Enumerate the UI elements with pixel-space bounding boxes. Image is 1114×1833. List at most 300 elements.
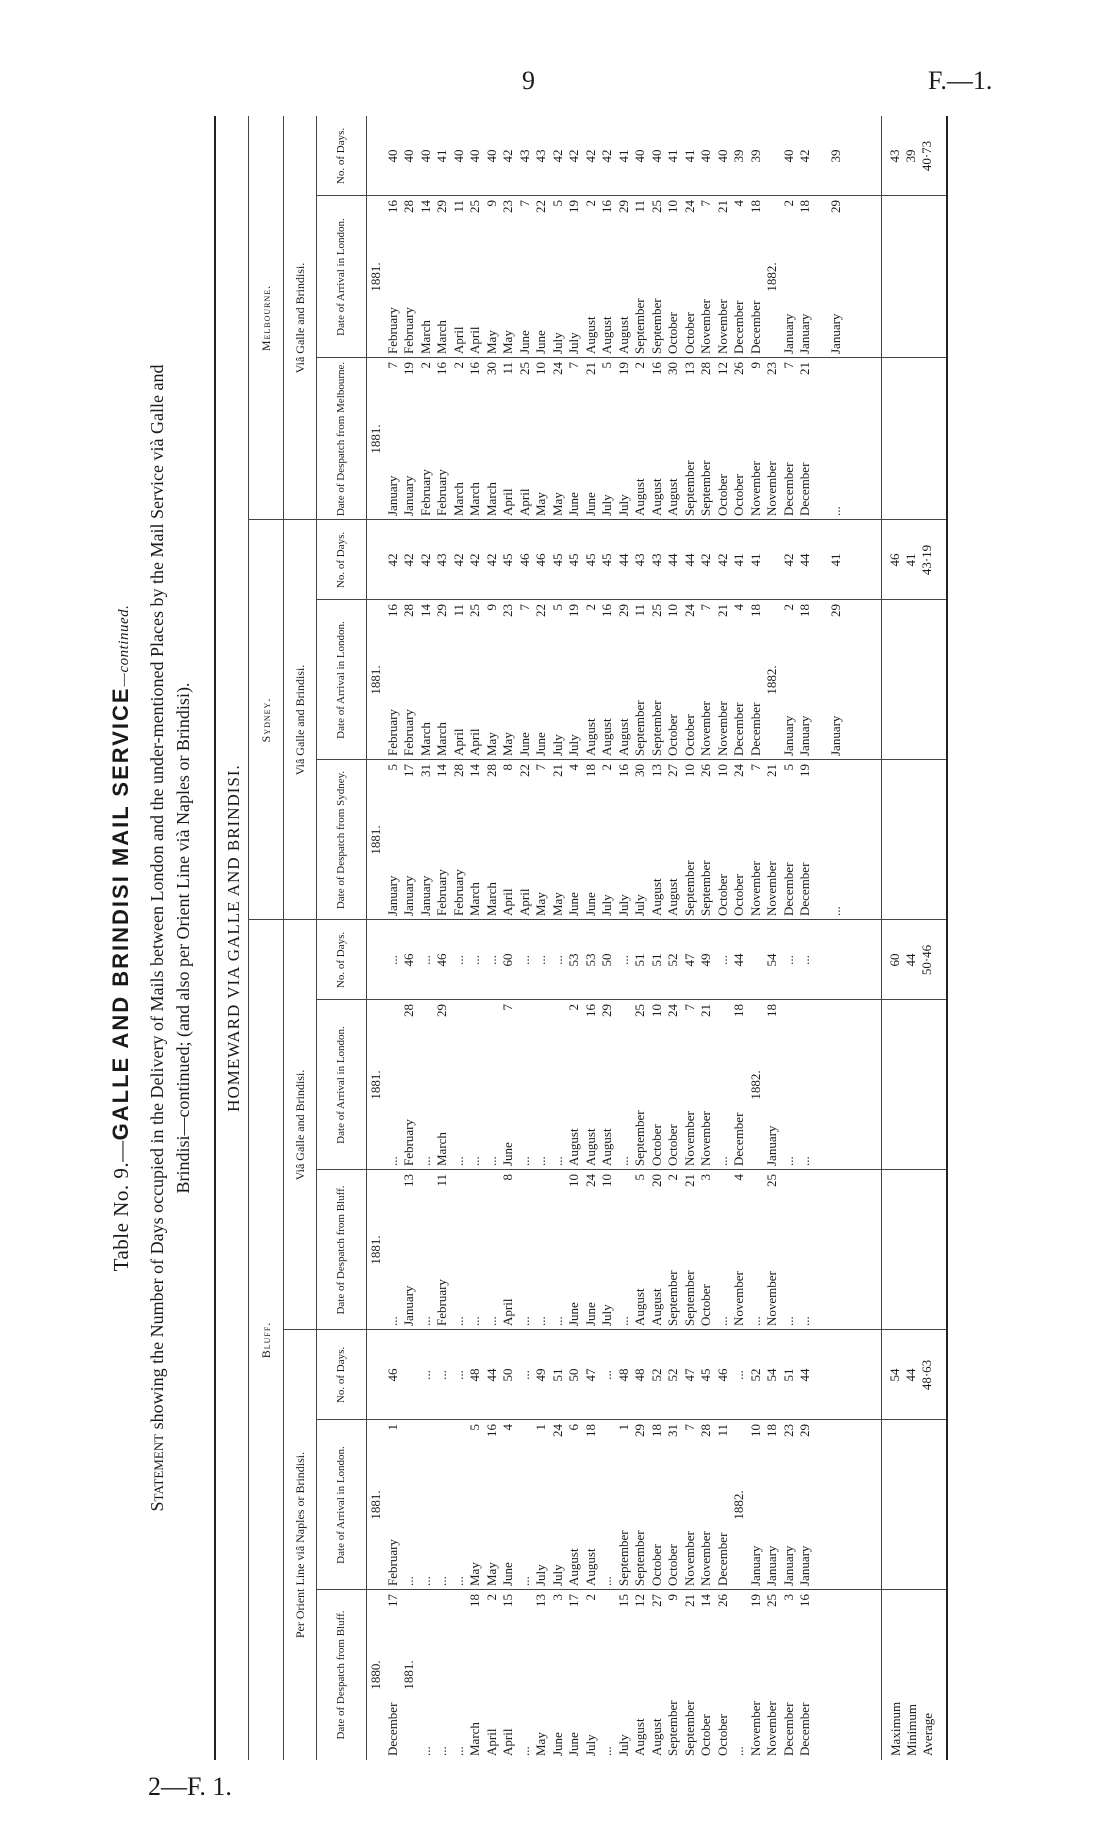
day-value: 19 [401, 362, 416, 375]
month-value: February [450, 869, 466, 916]
month-value: July [615, 894, 631, 916]
table-cell [566, 1000, 581, 1170]
day-value: 1 [615, 1424, 631, 1431]
table-cell [797, 1170, 812, 1330]
days-value: 41 [731, 553, 746, 567]
day-value: 29 [615, 604, 631, 617]
table-cell [517, 1590, 532, 1760]
table-cell [368, 116, 383, 196]
month-value: November [764, 1701, 779, 1756]
table-cell [731, 920, 746, 1000]
days-value: 44 [797, 553, 812, 567]
month-value: December [780, 862, 796, 916]
month-value: ... [516, 1156, 532, 1166]
month-value: September [681, 1270, 697, 1326]
month-value: August [665, 878, 680, 916]
table-cell [649, 1420, 664, 1590]
month-value: ... [450, 1316, 466, 1326]
day-value: 14 [698, 1594, 713, 1607]
month-value: April [483, 1728, 499, 1756]
day-value: 20 [648, 1174, 664, 1187]
section-sydney: Sydney. [249, 520, 284, 920]
month-value: August [615, 718, 631, 756]
month-value: ... [467, 1316, 482, 1326]
day-value: 25 [632, 1004, 647, 1017]
day-value: 10 [566, 1174, 581, 1187]
month-value: July [549, 1564, 565, 1586]
col-days-melbourne: No. of Days. [317, 116, 367, 196]
table-cell [451, 920, 466, 1000]
day-value: 28 [698, 362, 713, 375]
day-value: 9 [483, 604, 499, 611]
table-cell [781, 1420, 796, 1590]
table-cell [649, 600, 664, 760]
table-cell [649, 1330, 664, 1420]
day-value: 24 [549, 1424, 565, 1437]
days-value: 46 [714, 1368, 730, 1382]
day-value: 5 [549, 200, 565, 207]
month-value: July [599, 1304, 614, 1326]
month-value: ... [731, 1746, 746, 1756]
days-value: 42 [698, 553, 713, 567]
day-value: 29 [632, 1424, 647, 1437]
day-value: 3 [780, 1594, 796, 1601]
table-cell [764, 358, 779, 520]
month-value: July [533, 1564, 548, 1586]
month-value: May [483, 732, 499, 756]
table-cell [632, 600, 647, 760]
days-value: 42 [582, 149, 598, 163]
day-value: 23 [764, 362, 779, 375]
day-value: 21 [582, 362, 598, 375]
month-value: September [632, 298, 647, 354]
table-cell [731, 1590, 746, 1760]
month-value: February [384, 307, 400, 354]
table-cell [599, 1420, 614, 1590]
days-value: 53 [566, 953, 581, 967]
table-cell [797, 1000, 812, 1170]
day-value: 16 [384, 200, 400, 213]
statement [144, 168, 196, 1708]
day-value: 29 [434, 604, 449, 617]
days-value: ... [797, 955, 812, 965]
day-value: 14 [467, 764, 482, 777]
table-cell [715, 600, 730, 760]
table-cell [484, 1420, 499, 1590]
table-cell [484, 358, 499, 520]
table-cell [665, 760, 680, 920]
table-cell [434, 196, 449, 358]
month-value: June [582, 892, 598, 916]
table-cell [781, 920, 796, 1000]
summary-label-minimum: Minimum [904, 1703, 919, 1756]
col-despatch-bluff-orient: Date of Despatch from Bluff. [317, 1590, 367, 1760]
day-value: 28 [483, 764, 499, 777]
day-value: 29 [797, 1424, 812, 1437]
table-cell [731, 600, 746, 760]
table-cell [731, 1330, 746, 1420]
table-cell [632, 196, 647, 358]
day-value: 30 [665, 362, 680, 375]
month-value: June [582, 1302, 598, 1326]
table-cell [682, 196, 697, 358]
day-value: 19 [566, 604, 581, 617]
month-value: November [747, 461, 763, 516]
table-cell [698, 1000, 713, 1170]
table-cell [764, 116, 779, 196]
month-value: ... [434, 1746, 449, 1756]
day-value: 18 [648, 1424, 664, 1437]
table-cell [764, 1590, 779, 1760]
month-value: August [665, 478, 680, 516]
day-value: 5 [549, 604, 565, 611]
day-value: 16 [467, 362, 482, 375]
table-cell [385, 920, 400, 1000]
day-value: 24 [582, 1174, 598, 1187]
month-value: November [747, 861, 763, 916]
days-value: 48 [615, 1368, 631, 1382]
day-value: 29 [434, 1004, 449, 1017]
days-value: ... [467, 955, 482, 965]
month-value: April [500, 488, 515, 516]
table-cell [682, 520, 697, 600]
month-value: October [681, 312, 697, 354]
table-cell [401, 760, 416, 920]
days-value: 53 [582, 953, 598, 967]
table-cell [550, 116, 565, 196]
month-value: January [417, 875, 433, 916]
month-value: October [648, 1124, 664, 1166]
table-cell [451, 116, 466, 196]
table-cell [665, 1000, 680, 1170]
table-cell [797, 116, 812, 196]
table-cell [467, 1170, 482, 1330]
table-cell [731, 760, 746, 920]
table-cell [566, 196, 581, 358]
month-value: January [401, 1285, 416, 1326]
days-value: 42 [797, 149, 812, 163]
table-cell [731, 1170, 746, 1330]
table-cell [682, 1170, 697, 1330]
day-value: 21 [797, 362, 812, 375]
table-cell [517, 920, 532, 1000]
day-value: 1 [533, 1424, 548, 1431]
table-cell [715, 520, 730, 600]
table-cell [632, 920, 647, 1000]
day-value: 14 [434, 764, 449, 777]
month-value: September [648, 700, 664, 756]
table-cell [401, 520, 416, 600]
table-cell [418, 358, 433, 520]
day-value: 26 [698, 764, 713, 777]
month-value: February [434, 869, 449, 916]
sydney-extra-days: 41 [828, 553, 843, 567]
month-value: August [582, 718, 598, 756]
table-cell [418, 600, 433, 760]
table-cell [500, 1170, 515, 1330]
month-value: March [483, 882, 499, 916]
month-value: August [582, 316, 598, 354]
table-cell [748, 920, 763, 1000]
month-value: June [516, 732, 532, 756]
table-cell [484, 1170, 499, 1330]
table-cell [368, 1330, 383, 1420]
day-value: 10 [648, 1004, 664, 1017]
table-cell [451, 196, 466, 358]
table-cell [533, 520, 548, 600]
days-value: 49 [533, 1368, 548, 1382]
table-cell [401, 1330, 416, 1420]
table-cell [484, 760, 499, 920]
month-value: June [516, 330, 532, 354]
day-value: 16 [599, 200, 614, 213]
day-value: 24 [549, 362, 565, 375]
day-value: 5 [384, 764, 400, 771]
table-cell [781, 520, 796, 600]
col-arrival-orient: Date of Arrival in London. [317, 1420, 367, 1590]
table-cell [599, 358, 614, 520]
days-value: 44 [681, 553, 697, 567]
days-value: 45 [599, 553, 614, 567]
summary-sydney: 46 41 43·19 [887, 544, 934, 576]
table-cell [401, 1000, 416, 1170]
month-value: ... [714, 1316, 730, 1326]
table-cell [566, 1420, 581, 1590]
month-value: August [582, 1548, 598, 1586]
table-cell [451, 600, 466, 760]
day-value: 18 [764, 1424, 779, 1437]
table-cell [599, 600, 614, 760]
table-cell [583, 196, 598, 358]
table-cell [385, 520, 400, 600]
day-value: 10 [665, 604, 680, 617]
day-value: 18 [467, 1594, 482, 1607]
table-cell [682, 1330, 697, 1420]
month-value: October [714, 474, 730, 516]
table-cell [451, 760, 466, 920]
table-cell [616, 520, 631, 600]
table-cell [550, 1000, 565, 1170]
table-cell [517, 1000, 532, 1170]
month-value: September [698, 860, 713, 916]
day-value: 27 [665, 764, 680, 777]
day-value: 7 [698, 200, 713, 207]
month-value: December [714, 1532, 730, 1586]
month-value: August [648, 878, 664, 916]
day-value: 2 [582, 200, 598, 207]
day-value: 7 [500, 1004, 515, 1011]
days-value: ... [483, 955, 499, 965]
table-cell [698, 920, 713, 1000]
days-value: 42 [549, 149, 565, 163]
table-cell [533, 1590, 548, 1760]
month-value: January [764, 1125, 779, 1166]
sub-sydney-galle: Viâ Galle and Brindisi. [284, 520, 317, 920]
day-value: 19 [747, 1594, 763, 1607]
month-value: March [450, 482, 466, 516]
table-cell [550, 920, 565, 1000]
day-value: 15 [500, 1594, 515, 1607]
days-value: 46 [401, 953, 416, 967]
sydney-arrival-column [368, 600, 933, 760]
table-cell [748, 1000, 763, 1170]
day-value: 7 [747, 764, 763, 771]
month-value: September [632, 700, 647, 756]
month-value: June [500, 1142, 515, 1166]
day-value: 4 [500, 1424, 515, 1431]
table-cell [533, 1170, 548, 1330]
table-cell [385, 116, 400, 196]
table-cell [385, 1330, 400, 1420]
day-value: 9 [747, 362, 763, 369]
month-value: April [450, 326, 466, 354]
days-value: 41 [615, 149, 631, 163]
month-value: November [698, 1111, 713, 1166]
month-value: October [665, 1124, 680, 1166]
table-cell [451, 1170, 466, 1330]
table-cell [484, 920, 499, 1000]
table-cell [698, 358, 713, 520]
month-value: July [566, 734, 581, 756]
table-cell [698, 1590, 713, 1760]
day-value: 25 [764, 1594, 779, 1607]
days-value: 49 [698, 953, 713, 967]
day-value: 16 [434, 362, 449, 375]
day-value: 16 [384, 604, 400, 617]
table-cell [715, 1590, 730, 1760]
table-cell [418, 1170, 433, 1330]
day-value: 23 [500, 604, 515, 617]
days-value: 54 [764, 1368, 779, 1382]
table-cell [451, 1590, 466, 1760]
table-cell [467, 600, 482, 760]
table-cell [517, 760, 532, 920]
month-value: October [681, 714, 697, 756]
month-value: July [549, 734, 565, 756]
table-cell [781, 196, 796, 358]
table-cell [500, 1590, 515, 1760]
table-cell [517, 196, 532, 358]
table-cell [698, 1330, 713, 1420]
table-cell [698, 600, 713, 760]
table-cell [764, 1420, 779, 1590]
days-value: ... [615, 955, 631, 965]
month-value: ... [599, 1746, 614, 1756]
table-cell [434, 1420, 449, 1590]
month-value: February [434, 469, 449, 516]
table-cell [665, 196, 680, 358]
table-cell [517, 1330, 532, 1420]
table-cell [649, 520, 664, 600]
month-value: March [434, 722, 449, 756]
month-value: May [533, 492, 548, 516]
table-cell [467, 1590, 482, 1760]
month-value: ... [434, 1576, 449, 1586]
days-value: ... [599, 1370, 614, 1380]
month-value: January [780, 1545, 796, 1586]
table-cell [583, 1330, 598, 1420]
day-value: 31 [665, 1424, 680, 1437]
melbourne-despatch-column [368, 358, 933, 520]
melbourne-extra-arrival: January 29 [828, 200, 843, 354]
day-value: 28 [698, 1424, 713, 1437]
table-cell [649, 920, 664, 1000]
month-value: August [648, 1288, 664, 1326]
table-cell [368, 1590, 383, 1760]
month-value: June [582, 492, 598, 516]
month-value: October [665, 714, 680, 756]
table-cell [781, 358, 796, 520]
table-cell [517, 116, 532, 196]
day-value: 21 [681, 1174, 697, 1187]
sydney-despatch-column [368, 760, 933, 920]
table-cell [682, 920, 697, 1000]
month-value: November [714, 701, 730, 756]
month-value: April [500, 1728, 515, 1756]
month-value: September [665, 1700, 680, 1756]
month-value: July [599, 494, 614, 516]
day-value: 16 [599, 604, 614, 617]
day-value: 7 [566, 362, 581, 369]
month-value: ... [401, 1576, 416, 1586]
mail-table [214, 116, 948, 1760]
table-cell [434, 920, 449, 1000]
table-cell [599, 920, 614, 1000]
table-cell [764, 1330, 779, 1420]
table-cell [715, 196, 730, 358]
month-value: May [533, 1732, 548, 1756]
month-value: May [549, 892, 565, 916]
table-cell [418, 1330, 433, 1420]
col-arrival-sydney: Date of Arrival in London. [317, 600, 367, 760]
day-value: 11 [632, 604, 647, 617]
month-value: ... [516, 1316, 532, 1326]
table-cell [533, 116, 548, 196]
day-value: 5 [467, 1424, 482, 1431]
month-value: October [731, 474, 746, 516]
table-cell [781, 1330, 796, 1420]
table-cell [748, 1170, 763, 1330]
day-value: 23 [780, 1424, 796, 1437]
table-cell [401, 1170, 416, 1330]
month-value: ... [780, 1316, 796, 1326]
table-cell [566, 520, 581, 600]
year-label: 1881. [368, 1235, 383, 1265]
table-cell [632, 1420, 647, 1590]
table-cell [451, 358, 466, 520]
sydney-extra-despatch: ... [828, 906, 843, 916]
table-cell [715, 1330, 730, 1420]
day-value: 5 [632, 1174, 647, 1181]
table-cell [797, 520, 812, 600]
days-value: 46 [516, 553, 532, 567]
table-cell [731, 520, 746, 600]
month-value: November [698, 299, 713, 354]
table-cell [566, 1330, 581, 1420]
day-value: 13 [533, 1594, 548, 1607]
table-cell [550, 760, 565, 920]
month-value: July [632, 894, 647, 916]
table-cell [731, 116, 746, 196]
table-cell [401, 116, 416, 196]
month-value: September [681, 1700, 697, 1756]
month-value: May [533, 892, 548, 916]
day-value: 18 [747, 604, 763, 617]
days-value: 60 [500, 953, 515, 967]
month-value: March [417, 320, 433, 354]
table-cell [566, 358, 581, 520]
days-value: 42 [467, 553, 482, 567]
